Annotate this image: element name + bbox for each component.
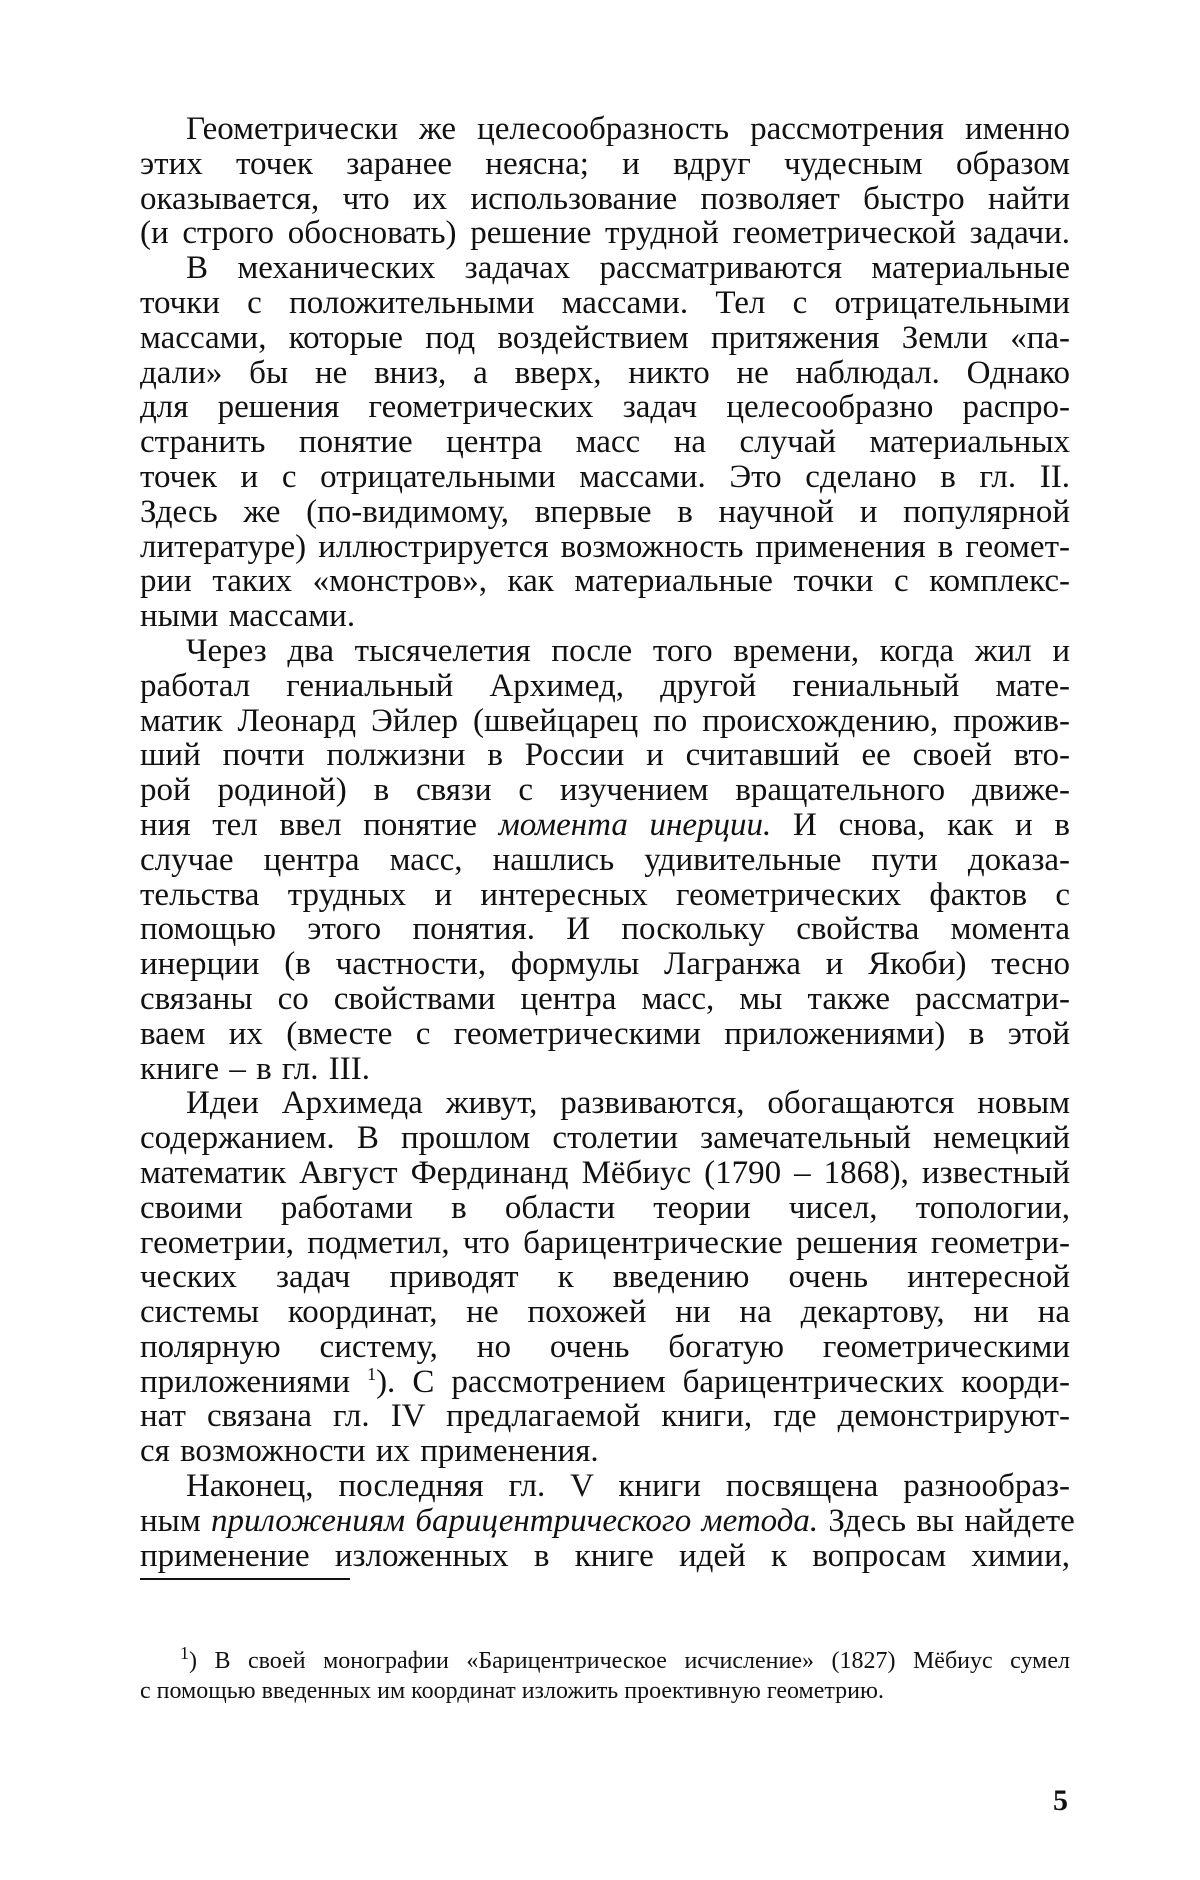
text-line: ший почти полжизни в России и считавший ее своей вто- (140, 738, 1070, 773)
text-line: Наконец, последняя гл. V книги посвящена разнообраз- (140, 1469, 1070, 1504)
footnote-reference[interactable]: 1 (367, 1364, 376, 1384)
text-line: работал гениальный Архимед, другой гениальный мате- (140, 669, 1070, 704)
text-line: массами, которые под воздействием притяжения Земли «па- (140, 321, 1070, 356)
text-line: ваем их (вместе с геометрическими приложениями) в этой (140, 1017, 1070, 1052)
text-line: точек и с отрицательными массами. Это сделано в гл. II. (140, 460, 1070, 495)
text-line: Идеи Архимеда живут, развиваются, обогащаются новым (140, 1086, 1070, 1121)
italic-term: момента инерции. (499, 807, 772, 843)
footnote-text: ) В своей монографии «Барицентрическое исчисление» (1827) Мёбиус сумел (189, 1648, 1070, 1674)
text-line: содержанием. В прошлом столетии замечательный немецкий (140, 1121, 1070, 1156)
text-line: книге – в гл. III. (140, 1052, 1070, 1087)
text-segment: приложениями (140, 1364, 367, 1400)
text-line: матик Леонард Эйлер (швейцарец по происхождению, прожив- (140, 704, 1070, 739)
text-line: инерции (в частности, формулы Лагранжа и Якоби) тесно (140, 947, 1070, 982)
text-segment: ния тел ввел понятие (140, 807, 499, 843)
book-page (0, 0, 1200, 1880)
text-line-with-footnote-ref (140, 1365, 1070, 1400)
footnote-line: с помощью введенных им координат изложить проективную геометрию. (140, 1676, 1070, 1706)
text-line: оказывается, что их использование позволяет быстро найти (140, 182, 1070, 217)
text-line: (и строго обосновать) решение трудной геометрической задачи. (140, 216, 1070, 251)
text-segment: ). С рассмотрением барицентрических коорди- (376, 1364, 1070, 1400)
main-text (140, 112, 1070, 1573)
text-line: своими работами в области теории чисел, топологии, (140, 1191, 1070, 1226)
text-segment: И снова, как и в (771, 807, 1070, 843)
text-line: системы координат, не похожей ни на декартову, ни на (140, 1295, 1070, 1330)
paragraph-4 (140, 1086, 1070, 1469)
text-line: полярную систему, но очень богатую геометрическими (140, 1330, 1070, 1365)
text-line: рой родиной) в связи с изучением вращательного движе- (140, 773, 1070, 808)
paragraph-3 (140, 634, 1070, 1086)
text-line: для решения геометрических задач целесообразно распро- (140, 390, 1070, 425)
footnote (140, 1646, 1070, 1706)
text-line-with-italic (140, 1504, 1070, 1539)
text-segment: Здесь вы найдете (818, 1503, 1075, 1539)
text-line: ными массами. (140, 599, 1070, 634)
text-line: рии таких «монстров», как материальные точки с комплекс- (140, 564, 1070, 599)
text-line: этих точек заранее неясна; и вдруг чудесным образом (140, 147, 1070, 182)
page-number: 5 (1053, 1784, 1068, 1818)
text-line: математик Август Фердинанд Мёбиус (1790 – 1868), известный (140, 1156, 1070, 1191)
text-line: Через два тысячелетия после того времени, когда жил и (140, 634, 1070, 669)
text-line: применение изложенных в книге идей к вопросам химии, (140, 1539, 1070, 1574)
footnote-marker: 1 (180, 1643, 189, 1663)
text-line: В механических задачах рассматриваются материальные (140, 251, 1070, 286)
text-line: Геометрически же целесообразность рассмотрения именно (140, 112, 1070, 147)
paragraph-2 (140, 251, 1070, 634)
text-line: ся возможности их применения. (140, 1434, 1070, 1469)
text-segment: ным (140, 1503, 211, 1539)
text-line: ческих задач приводят к введению очень интересной (140, 1260, 1070, 1295)
text-line: геометрии, подметил, что барицентрические решения геометри- (140, 1226, 1070, 1261)
text-line: дали» бы не вниз, а вверх, никто не наблюдал. Однако (140, 356, 1070, 391)
text-line: Здесь же (по-видимому, впервые в научной и популярной (140, 495, 1070, 530)
footnote-line (140, 1646, 1070, 1676)
italic-term: приложениям барицентрического метода. (211, 1503, 818, 1539)
text-line: случае центра масс, нашлись удивительные пути доказа- (140, 843, 1070, 878)
text-line: помощью этого понятия. И поскольку свойства момента (140, 912, 1070, 947)
paragraph-5 (140, 1469, 1070, 1573)
text-line: точки с положительными массами. Тел с отрицательными (140, 286, 1070, 321)
footnote-divider (140, 1578, 350, 1580)
text-line: связаны со свойствами центра масс, мы также рассматри- (140, 982, 1070, 1017)
text-line: странить понятие центра масс на случай материальных (140, 425, 1070, 460)
text-line: литературе) иллюстрируется возможность применения в геомет- (140, 530, 1070, 565)
text-line: тельства трудных и интересных геометрических фактов с (140, 878, 1070, 913)
paragraph-1 (140, 112, 1070, 251)
text-line: нат связана гл. IV предлагаемой книги, где демонстрируют- (140, 1399, 1070, 1434)
text-line-with-italic (140, 808, 1070, 843)
